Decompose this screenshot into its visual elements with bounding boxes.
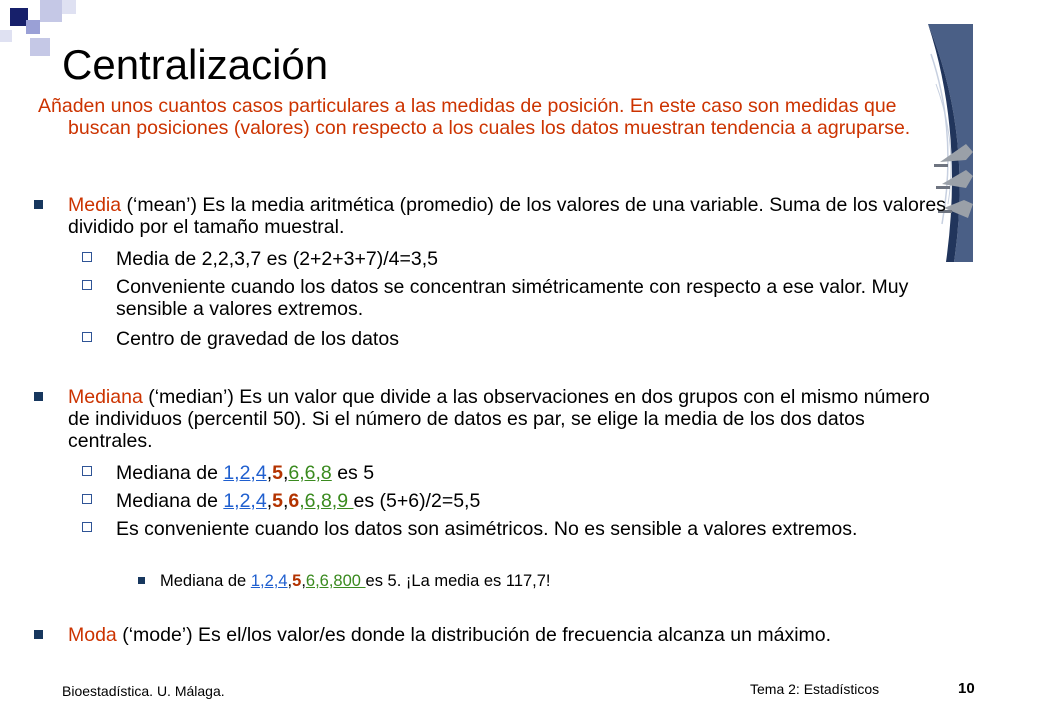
square-bullet-icon bbox=[34, 200, 43, 209]
media-convenience: Conveniente cuando los datos se concentran simétricamente con respecto a ese valor. Muy sensible a valores extremos. bbox=[82, 276, 952, 320]
mediana-example-2: Mediana de 1,2,4,5,6,6,8,9 es (5+6)/2=5,5 bbox=[82, 490, 952, 512]
bullet-moda bbox=[38, 624, 948, 646]
square-bullet-icon bbox=[34, 630, 43, 639]
media-gravity: Centro de gravedad de los datos bbox=[82, 328, 952, 350]
mediana-example-3: Mediana de 1,2,4,5,6,6,800 es 5. ¡La media es 117,7! bbox=[138, 571, 920, 591]
term-moda: Moda bbox=[68, 624, 117, 646]
moda-description: (‘mode’) Es el/los valor/es donde la distribución de frecuencia alcanza un máximo. bbox=[116, 624, 832, 646]
footer-course: Bioestadística. U. Málaga. bbox=[62, 683, 225, 699]
bullet-mediana bbox=[38, 386, 948, 452]
mediana-example-1: Mediana de 1,2,4,5,6,6,8 es 5 bbox=[82, 462, 952, 484]
hollow-square-bullet-icon bbox=[82, 332, 92, 342]
media-description: (‘mean’) Es la media aritmética (promedio) de los valores de una variable. Suma de los valores dividido por el tamaño muestral. bbox=[68, 194, 946, 238]
page-title: Centralización bbox=[62, 41, 329, 88]
media-example: Media de 2,2,3,7 es (2+2+3+7)/4=3,5 bbox=[82, 248, 952, 270]
term-media: Media bbox=[68, 194, 122, 216]
square-bullet-icon bbox=[138, 577, 145, 584]
hollow-square-bullet-icon bbox=[82, 466, 92, 476]
mediana-asymmetric: Es conveniente cuando los datos son asimétricos. No es sensible a valores extremos. bbox=[82, 518, 952, 540]
square-bullet-icon bbox=[34, 392, 43, 401]
hollow-square-bullet-icon bbox=[82, 252, 92, 262]
hollow-square-bullet-icon bbox=[82, 280, 92, 290]
footer-topic: Tema 2: Estadísticos bbox=[750, 681, 880, 697]
hollow-square-bullet-icon bbox=[82, 494, 92, 504]
term-mediana: Mediana bbox=[68, 386, 143, 408]
bullet-media bbox=[38, 194, 948, 238]
mediana-description: (‘median’) Es un valor que divide a las observaciones en dos grupos con el mismo número de individuos (percentil 50). Si el número de datos es par, se elige la media de los dos datos centrales. bbox=[68, 386, 930, 452]
hollow-square-bullet-icon bbox=[82, 522, 92, 532]
page-number: 10 bbox=[958, 680, 975, 697]
intro-text: Añaden unos cuantos casos particulares a las medidas de posición. En este caso son medidas que buscan posiciones (valores) con respecto a los cuales los datos muestran tendencia a agruparse. bbox=[38, 95, 911, 139]
